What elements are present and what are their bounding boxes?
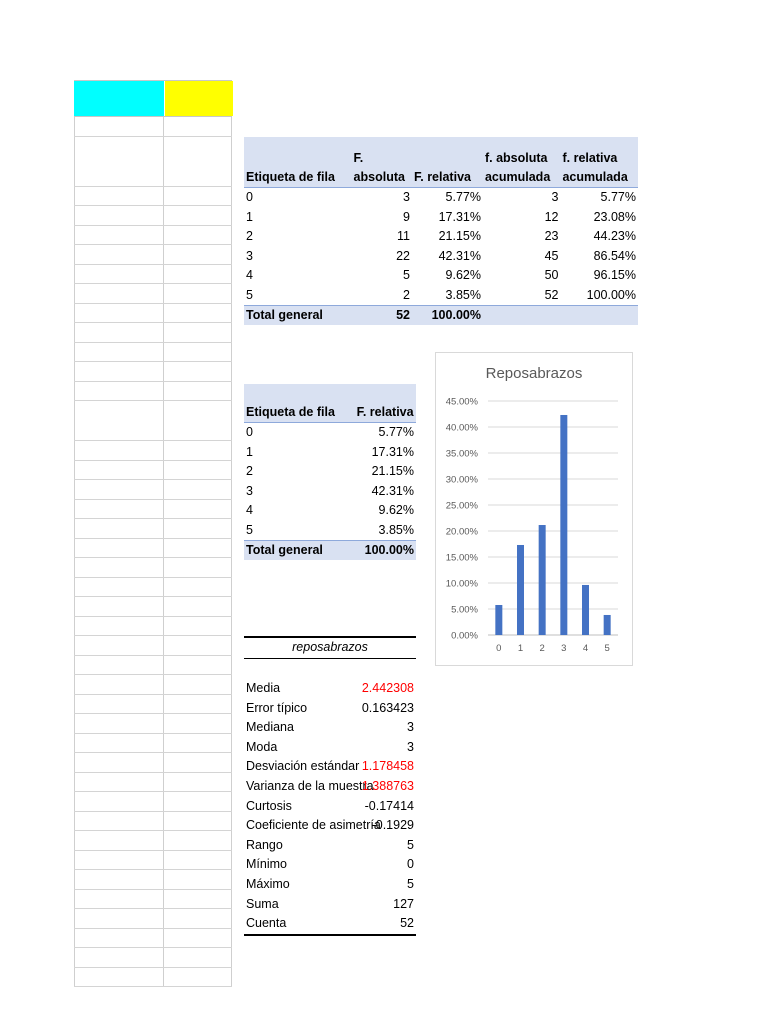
grid-cell[interactable] xyxy=(74,362,164,381)
stats-value[interactable]: -0.1929 xyxy=(371,818,414,833)
grid-cell[interactable] xyxy=(164,117,232,136)
stats-value[interactable]: 5 xyxy=(407,876,414,891)
table-cell-frel-acum[interactable]: 44.23% xyxy=(593,229,636,244)
grid-row xyxy=(74,675,232,695)
grid-cell[interactable] xyxy=(164,362,232,381)
table-cell-frel[interactable]: 21.15% xyxy=(438,229,481,244)
table-cell-label[interactable]: 3 xyxy=(246,483,253,498)
grid-row xyxy=(74,812,232,832)
grid-cell[interactable] xyxy=(164,812,232,831)
table-cell-frel[interactable]: 5.77% xyxy=(445,190,481,205)
stats-label[interactable]: Error típico xyxy=(246,700,308,715)
grid-cell[interactable] xyxy=(74,558,164,577)
stats-label[interactable]: Desviación estándar xyxy=(246,759,360,774)
grid-cell[interactable] xyxy=(164,558,232,577)
grid-row xyxy=(74,617,232,637)
grid-cell[interactable] xyxy=(74,675,164,694)
table-cell-fabs-acum[interactable]: 3 xyxy=(551,190,559,205)
grid-cell[interactable] xyxy=(74,929,164,948)
grid-cell[interactable] xyxy=(74,714,164,733)
table-cell-frel-acum[interactable]: 5.77% xyxy=(600,190,636,205)
grid-cell[interactable] xyxy=(74,519,164,538)
grid-cell[interactable] xyxy=(164,636,232,655)
table-cell-frel-acum[interactable]: 23.08% xyxy=(593,209,636,224)
grid-cell[interactable] xyxy=(74,304,164,323)
stats-value[interactable]: 52 xyxy=(400,916,414,931)
total-abs-freq[interactable]: 52 xyxy=(352,305,412,325)
grid-cell[interactable] xyxy=(74,206,164,225)
bar[interactable] xyxy=(604,615,611,635)
grid-row xyxy=(74,441,232,461)
grid-cell[interactable] xyxy=(74,617,164,636)
x-tick-label: 3 xyxy=(561,643,567,654)
grid-row xyxy=(74,343,232,363)
grid-cell[interactable] xyxy=(164,714,232,733)
total-empty-cell[interactable] xyxy=(483,305,561,325)
bar-chart[interactable] xyxy=(435,352,633,666)
stats-label[interactable]: Rango xyxy=(246,837,283,852)
grid-cell[interactable] xyxy=(74,401,164,440)
header-abs-freq[interactable]: F. absoluta xyxy=(352,137,412,187)
grid-row xyxy=(74,245,232,265)
stats-row xyxy=(244,836,416,856)
stats-row xyxy=(244,914,416,936)
grid-cell[interactable] xyxy=(74,695,164,714)
total-label[interactable]: Total general xyxy=(244,540,355,560)
grid-cell[interactable] xyxy=(164,137,232,186)
grid-cell[interactable] xyxy=(164,968,232,987)
bar[interactable] xyxy=(495,605,502,635)
grid-cell[interactable] xyxy=(164,245,232,264)
grid-row xyxy=(74,714,232,734)
grid-row xyxy=(74,304,232,324)
bar[interactable] xyxy=(517,545,524,635)
table-row xyxy=(244,285,638,305)
yellow-cell[interactable] xyxy=(165,81,233,116)
table-cell-fabs-acum[interactable]: 52 xyxy=(544,287,559,302)
grid-cell[interactable] xyxy=(74,851,164,870)
stats-row xyxy=(244,777,416,797)
grid-cell[interactable] xyxy=(164,519,232,538)
table-row xyxy=(244,442,416,462)
grid-cell[interactable] xyxy=(74,245,164,264)
y-tick-label: 5.00% xyxy=(451,604,478,616)
y-tick-label: 0.00% xyxy=(451,630,478,642)
grid-cell[interactable] xyxy=(74,773,164,792)
total-rel-freq[interactable]: 100.00% xyxy=(412,305,483,325)
grid-cell[interactable] xyxy=(164,304,232,323)
grid-cell[interactable] xyxy=(164,401,232,440)
stats-row xyxy=(244,816,416,836)
header-rel-cum[interactable]: f. relativa acumulada xyxy=(560,137,638,187)
table-cell-fabs[interactable]: 3 xyxy=(403,190,410,205)
bar[interactable] xyxy=(560,415,567,635)
grid-cell[interactable] xyxy=(164,578,232,597)
stats-row xyxy=(244,718,416,738)
table-cell-label[interactable]: 4 xyxy=(246,268,253,283)
bar[interactable] xyxy=(539,525,546,635)
grid-row xyxy=(74,851,232,871)
grid-row xyxy=(74,117,232,137)
header-rel-freq[interactable]: F. relativa xyxy=(355,384,416,422)
header-abs-cum[interactable]: f. absoluta acumulada xyxy=(483,137,561,187)
grid-cell[interactable] xyxy=(164,675,232,694)
table-cell-frel-acum[interactable]: 86.54% xyxy=(593,248,636,263)
grid-row xyxy=(74,137,232,187)
grid-cell[interactable] xyxy=(74,831,164,850)
table-cell-fabs[interactable]: 11 xyxy=(397,229,410,244)
grid-row xyxy=(74,500,232,520)
stats-label[interactable]: Curtosis xyxy=(246,798,292,813)
total-empty-cell[interactable] xyxy=(560,305,638,325)
y-tick-label: 10.00% xyxy=(445,578,478,590)
grid-cell[interactable] xyxy=(74,226,164,245)
grid-row xyxy=(74,480,232,500)
stats-row xyxy=(244,895,416,915)
table-cell-frel[interactable]: 42.31% xyxy=(371,483,414,498)
grid-row xyxy=(74,519,232,539)
table-cell-label[interactable]: 0 xyxy=(246,425,253,440)
stats-row xyxy=(244,757,416,777)
grid-cell[interactable] xyxy=(74,265,164,284)
table-row xyxy=(244,481,416,501)
grid-cell[interactable] xyxy=(74,578,164,597)
grid-cell[interactable] xyxy=(164,284,232,303)
grid-cell[interactable] xyxy=(74,909,164,928)
grid-cell[interactable] xyxy=(74,137,164,186)
grid-cell[interactable] xyxy=(164,617,232,636)
grid-row xyxy=(74,870,232,890)
x-tick-label: 5 xyxy=(604,643,610,654)
stats-value[interactable]: 0 xyxy=(407,857,414,872)
x-tick-label: 2 xyxy=(539,643,545,654)
cell-grid xyxy=(74,80,232,987)
table-cell-frel[interactable]: 9.62% xyxy=(378,503,414,518)
table-row xyxy=(244,501,416,521)
table-row xyxy=(244,246,638,266)
stats-label[interactable]: Suma xyxy=(246,896,279,911)
grid-cell[interactable] xyxy=(164,323,232,342)
y-tick-label: 15.00% xyxy=(445,552,478,564)
grid-cell[interactable] xyxy=(74,968,164,987)
grid-cell[interactable] xyxy=(164,656,232,675)
grid-row xyxy=(74,909,232,929)
grid-row xyxy=(74,831,232,851)
table-row xyxy=(244,266,638,286)
table-cell-label[interactable]: 1 xyxy=(246,444,253,459)
x-tick-label: 4 xyxy=(582,643,589,654)
grid-row xyxy=(74,265,232,285)
grid-row xyxy=(74,578,232,598)
chart-title: Reposabrazos xyxy=(485,365,583,382)
grid-cell[interactable] xyxy=(164,500,232,519)
grid-cell[interactable] xyxy=(164,461,232,480)
table-cell-fabs[interactable]: 22 xyxy=(396,248,410,263)
grid-cell[interactable] xyxy=(164,831,232,850)
grid-cell[interactable] xyxy=(164,265,232,284)
table-row xyxy=(244,227,638,247)
grid-row xyxy=(74,226,232,246)
stats-value[interactable]: 0.163423 xyxy=(361,700,414,715)
table-cell-frel[interactable]: 42.31% xyxy=(438,248,481,263)
grid-row xyxy=(74,206,232,226)
grid-row xyxy=(74,401,232,441)
grid-row xyxy=(74,734,232,754)
stats-row xyxy=(244,679,416,699)
table-row xyxy=(244,207,638,227)
table-cell-label[interactable]: 4 xyxy=(246,503,253,518)
grid-row xyxy=(74,539,232,559)
stats-label[interactable]: Cuenta xyxy=(246,916,287,931)
x-tick-label: 0 xyxy=(496,643,502,654)
grid-row xyxy=(74,323,232,343)
grid-cell[interactable] xyxy=(74,734,164,753)
grid-cell[interactable] xyxy=(164,480,232,499)
table-cell-frel-acum[interactable]: 96.15% xyxy=(593,268,636,283)
stats-label[interactable]: Varianza de la muestra xyxy=(246,778,374,793)
grid-cell[interactable] xyxy=(164,539,232,558)
grid-cell[interactable] xyxy=(74,539,164,558)
relative-freq-pivot-table xyxy=(244,384,416,560)
table-row xyxy=(244,422,416,442)
header-row-label[interactable]: Etiqueta de fila xyxy=(244,137,352,187)
grid-row xyxy=(74,792,232,812)
grid-cell[interactable] xyxy=(164,187,232,206)
bar[interactable] xyxy=(582,585,589,635)
grid-cell[interactable] xyxy=(164,734,232,753)
stats-label[interactable]: Mínimo xyxy=(246,857,287,872)
grid-cell[interactable] xyxy=(164,851,232,870)
grid-cell[interactable] xyxy=(164,206,232,225)
stats-row xyxy=(244,855,416,875)
grid-cell[interactable] xyxy=(164,753,232,772)
grid-cell[interactable] xyxy=(164,792,232,811)
table-cell-frel-acum[interactable]: 100.00% xyxy=(586,287,636,302)
table-cell-fabs[interactable]: 9 xyxy=(403,209,410,224)
table-cell-fabs-acum[interactable]: 23 xyxy=(544,229,559,244)
grid-row xyxy=(74,968,232,988)
grid-cell[interactable] xyxy=(74,890,164,909)
grid-row xyxy=(74,948,232,968)
header-row-label[interactable]: Etiqueta de fila xyxy=(244,384,355,422)
grid-cell[interactable] xyxy=(74,636,164,655)
grid-row xyxy=(74,187,232,207)
y-tick-label: 35.00% xyxy=(445,448,478,460)
grid-cell[interactable] xyxy=(74,870,164,889)
grid-row xyxy=(74,773,232,793)
stats-label[interactable]: Máximo xyxy=(246,876,290,891)
y-tick-label: 45.00% xyxy=(445,396,478,408)
grid-row xyxy=(74,597,232,617)
descriptive-stats-table xyxy=(244,636,416,936)
table-cell-frel[interactable]: 5.77% xyxy=(378,425,414,440)
grid-cell[interactable] xyxy=(74,284,164,303)
stats-value[interactable]: 1.388763 xyxy=(361,778,414,793)
grid-cell[interactable] xyxy=(164,909,232,928)
y-tick-label: 25.00% xyxy=(445,500,478,512)
stats-value[interactable]: 3 xyxy=(407,739,414,754)
grid-row xyxy=(74,656,232,676)
frequency-pivot-table xyxy=(244,137,638,325)
table-row xyxy=(244,462,416,482)
table-cell-frel[interactable]: 21.15% xyxy=(371,464,414,479)
table-row xyxy=(244,187,638,207)
table-cell-frel[interactable]: 3.85% xyxy=(445,287,481,302)
table-cell-label[interactable]: 0 xyxy=(246,190,253,205)
chart-plot xyxy=(436,353,632,665)
grid-cell[interactable] xyxy=(164,773,232,792)
grid-cell[interactable] xyxy=(74,343,164,362)
stats-label[interactable]: Mediana xyxy=(246,720,294,735)
stats-row xyxy=(244,738,416,758)
grid-row xyxy=(74,461,232,481)
grid-header-row xyxy=(74,80,232,117)
grid-cell[interactable] xyxy=(74,500,164,519)
grid-cell[interactable] xyxy=(74,597,164,616)
grid-cell[interactable] xyxy=(164,343,232,362)
table-cell-frel[interactable]: 17.31% xyxy=(371,444,414,459)
table-cell-label[interactable]: 5 xyxy=(246,522,253,537)
stats-value[interactable]: -0.17414 xyxy=(364,798,414,813)
grid-cell[interactable] xyxy=(164,226,232,245)
grid-row xyxy=(74,362,232,382)
table-cell-fabs-acum[interactable]: 12 xyxy=(544,209,559,224)
grid-cell[interactable] xyxy=(74,441,164,460)
grid-cell[interactable] xyxy=(74,382,164,401)
table-cell-fabs-acum[interactable]: 50 xyxy=(544,268,559,283)
stats-label[interactable]: Media xyxy=(246,681,281,695)
stats-row xyxy=(244,699,416,719)
grid-cell[interactable] xyxy=(74,480,164,499)
table-cell-fabs-acum[interactable]: 45 xyxy=(544,248,559,263)
grid-cell[interactable] xyxy=(74,948,164,967)
stats-value[interactable]: 127 xyxy=(393,896,414,911)
grid-cell[interactable] xyxy=(74,753,164,772)
grid-cell[interactable] xyxy=(164,695,232,714)
grid-row xyxy=(74,382,232,402)
grid-cell[interactable] xyxy=(164,929,232,948)
table-cell-label[interactable]: 1 xyxy=(246,209,253,224)
grid-cell[interactable] xyxy=(164,890,232,909)
grid-cell[interactable] xyxy=(164,597,232,616)
stats-value[interactable]: 2.442308 xyxy=(361,681,414,695)
header-rel-freq[interactable]: F. relativa xyxy=(412,137,483,187)
stats-label[interactable]: Moda xyxy=(246,739,278,754)
grid-cell[interactable] xyxy=(74,792,164,811)
grid-cell[interactable] xyxy=(74,187,164,206)
total-rel-freq[interactable]: 100.00% xyxy=(355,540,416,560)
table-cell-label[interactable]: 3 xyxy=(246,248,253,263)
y-tick-label: 40.00% xyxy=(445,422,478,434)
table-cell-fabs[interactable]: 5 xyxy=(403,268,410,283)
table-cell-label[interactable]: 2 xyxy=(246,464,253,479)
grid-cell[interactable] xyxy=(164,948,232,967)
grid-row xyxy=(74,636,232,656)
grid-cell[interactable] xyxy=(74,461,164,480)
y-tick-label: 30.00% xyxy=(445,474,478,486)
grid-cell[interactable] xyxy=(164,382,232,401)
grid-row xyxy=(74,753,232,773)
grid-row xyxy=(74,284,232,304)
grid-cell[interactable] xyxy=(164,441,232,460)
table-cell-fabs[interactable]: 2 xyxy=(403,287,410,302)
total-label[interactable]: Total general xyxy=(244,305,352,325)
stats-value[interactable]: 3 xyxy=(407,720,414,735)
grid-cell[interactable] xyxy=(74,117,164,136)
table-cell-frel[interactable]: 3.85% xyxy=(378,522,414,537)
grid-cell[interactable] xyxy=(164,870,232,889)
stats-value[interactable]: 5 xyxy=(407,837,414,852)
table-row xyxy=(244,520,416,540)
grid-row xyxy=(74,695,232,715)
y-tick-label: 20.00% xyxy=(445,526,478,538)
grid-row xyxy=(74,890,232,910)
stats-value[interactable]: 1.178458 xyxy=(361,759,414,774)
stats-label[interactable]: Coeficiente de asimetría xyxy=(246,818,381,833)
table-cell-frel[interactable]: 9.62% xyxy=(445,268,481,283)
table-cell-frel[interactable]: 17.31% xyxy=(438,209,481,224)
table-cell-label[interactable]: 2 xyxy=(246,229,253,244)
stats-row xyxy=(244,875,416,895)
grid-row xyxy=(74,929,232,949)
grid-cell[interactable] xyxy=(74,323,164,342)
grid-cell[interactable] xyxy=(74,812,164,831)
stats-row xyxy=(244,797,416,817)
x-tick-label: 1 xyxy=(517,643,524,654)
cyan-cell[interactable] xyxy=(74,81,164,116)
grid-cell[interactable] xyxy=(74,656,164,675)
table-cell-label[interactable]: 5 xyxy=(246,287,253,302)
grid-row xyxy=(74,558,232,578)
stats-title: reposabrazos xyxy=(244,636,416,659)
